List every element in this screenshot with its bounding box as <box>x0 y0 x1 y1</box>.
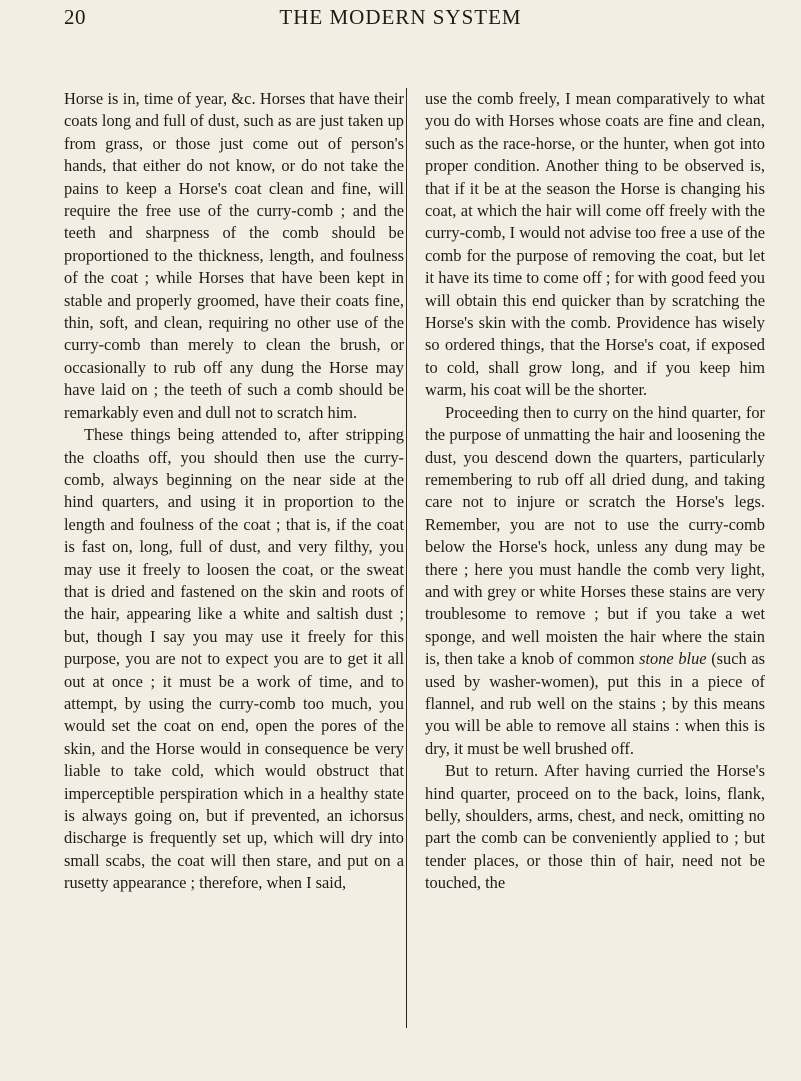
page-number: 20 <box>64 5 86 29</box>
paragraph <box>425 402 765 761</box>
italic-term: stone blue <box>639 649 707 669</box>
left-column <box>64 88 404 895</box>
paragraph: Horse is in, time of year, &c. Horses that have their coats long and full of dust, such as are just taken up from grass, or those just come out of person's hands, that either do not know, or do not take the pains to keep a Horse's coat clean and fine, will require the free use of the curry-comb ; and the teeth and sharpness of the comb should be proportioned to the thickness, length, and foulness of the coat ; while Horses that have been kept in stable and properly groomed, have their coats fine, thin, soft, and clean, requiring no other use of the curry-comb than merely to clean the brush, or occasionally to rub off any dung the Horse may have laid on ; the teeth of such a comb should be remarkably even and dull not to scratch him. <box>64 89 404 422</box>
paragraph: But to return. After having curried the Horse's hind quarter, proceed on to the back, loins, flank, belly, shoulders, arms, chest, and neck, omitting no part the comb can be conveniently applied to ; but tender places, or those thin of hair, need not be touched, the <box>425 761 765 893</box>
text-run: Proceeding then to curry on the hind quarter, for the purpose of unmatting the hair and loosening the dust, you descend down the quarters, particularly remembering to rub off all dried dung, and taking care not to injure or scratch the Horse's legs. Remember, you are not to use the curry-comb below the Horse's hock, unless any dung may be there ; here you must handle the comb very light, and with grey or white Horses these stains are very troublesome to remove ; but if you take a wet sponge, and well moisten the hair where the stain is, then take a knob of common <box>425 402 765 669</box>
text-run: (such as used by washer-women), put this in a piece of flannel, and rub well on the stains ; by this means you will be able to remove all stains : when this is dry, it must be well brushed off. <box>425 649 765 758</box>
running-title: THE MODERN SYSTEM <box>279 5 522 29</box>
paragraph: These things being attended to, after stripping the cloaths off, you should then use the curry-comb, always beginning on the near side at the hind quarters, and using it in proportion to the length and foulness of the coat ; that is, if the coat is fast on, long, full of dust, and very filthy, you may use it freely to loosen the coat, or the sweat that is dried and fastened on the skin and roots of the hair, appearing like a white and saltish dust ; but, though I say you may use it freely for this purpose, you are not to expect you are to get it all out at once ; it must be a work of time, and to attempt, by using the curry-comb too much, you would set the coat on end, open the pores of the skin, and the Horse would in consequence be very liable to take cold, which would obstruct that imperceptible perspiration which in a healthy state is always going on, but if prevented, an ichorsus discharge is frequently set up, which will dry into small scabs, the coat will then stare, and put on a rusetty appearance ; therefore, when I said, <box>64 425 404 893</box>
column-divider <box>406 88 407 1028</box>
right-column <box>425 88 765 895</box>
paragraph: use the comb freely, I mean comparatively to what you do with Horses whose coats are fine and clean, such as the race-horse, or the hunter, when got into proper condition. Another thing to be observed is, that if it be at the season the Horse is changing his coat, at which the hair will come off freely with the curry-comb, I would not advise too free a use of the comb for the purpose of removing the coat, but let it have its time to come off ; for with good feed you will obtain this end quicker than by scratching the Horse's skin with the comb. Providence has wisely so ordered things, that the Horse's coat, if exposed to cold, shall grow long, and if you keep him warm, his coat will be the shorter. <box>425 89 765 400</box>
